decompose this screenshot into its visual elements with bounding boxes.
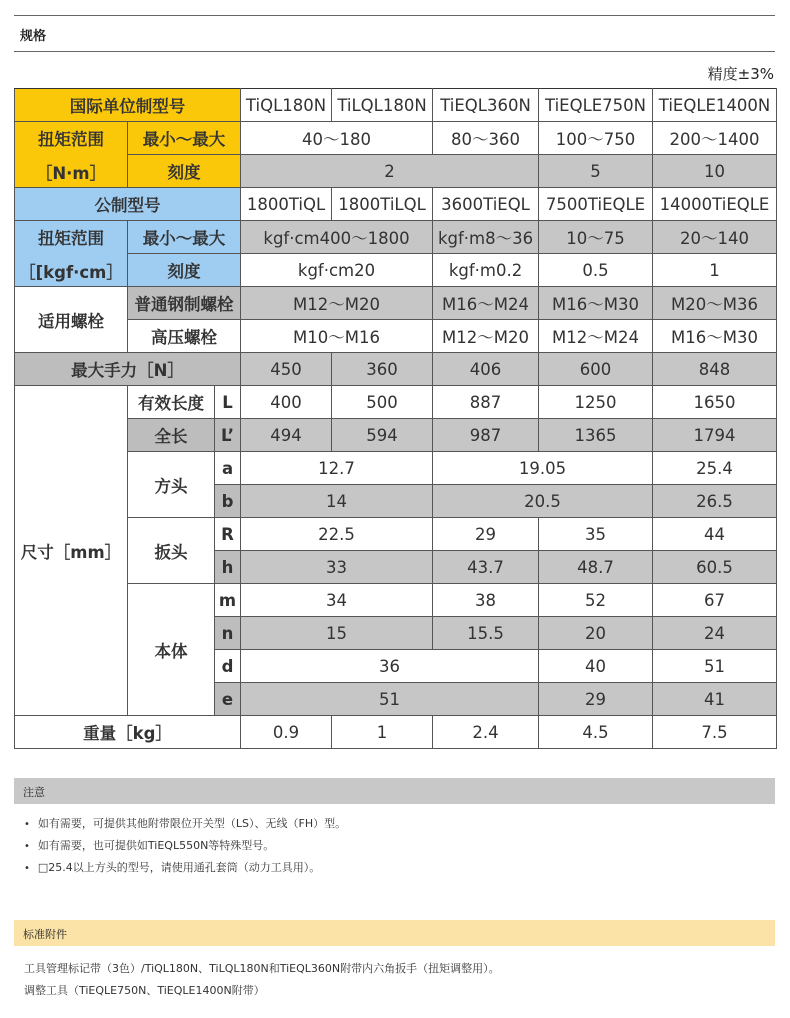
normal-bolt-row [15,287,777,320]
body-n-cell: 15.5 [433,617,539,650]
total-len-row [15,419,777,452]
max-force-cell: 450 [241,353,332,386]
accessories-section-title: 标准附件 [23,928,67,941]
kgf-range-cell: kgf·cm400～1800 [241,221,433,254]
total-len-symbol: L’ [215,419,241,452]
body-label: 本体 [128,584,215,716]
torque-range-kgf-label [15,221,128,287]
kgf-range-cell: 10～75 [539,221,653,254]
hp-bolt-cell: M10～M16 [241,320,433,353]
kgf-range-cell: 20～140 [653,221,777,254]
total-len-label: 全长 [128,419,215,452]
scale-label: 刻度 [128,254,241,287]
kgf-scale-cell: kgf·m0.2 [433,254,539,287]
spec-section-header [14,15,775,52]
kgf-scale-cell: 1 [653,254,777,287]
kgf-scale-cell: 0.5 [539,254,653,287]
body-e-cell: 51 [241,683,539,716]
note-item: • 如有需要，可提供其他附带限位开关型（LS）、无线（FH）型。 [24,813,346,835]
spec-table [14,88,777,749]
symbol-R: R [215,518,241,551]
accessories-section-header [14,920,775,946]
body-m-cell: 52 [539,584,653,617]
kgf-range-row [15,221,777,254]
max-force-label: 最大手力［N］ [15,353,241,386]
kgf-scale-cell: kgf·cm20 [241,254,433,287]
nm-scale-cell: 2 [241,155,539,188]
eff-len-symbol: L [215,386,241,419]
max-force-cell: 848 [653,353,777,386]
body-d-cell: 40 [539,650,653,683]
symbol-h: h [215,551,241,584]
body-n-cell: 24 [653,617,777,650]
eff-len-cell: 1250 [539,386,653,419]
symbol-e: e [215,683,241,716]
hp-bolt-row [15,320,777,353]
body-d-cell: 51 [653,650,777,683]
max-force-cell: 406 [433,353,539,386]
nm-scale-row [15,155,777,188]
nm-range-cell: 80～360 [433,122,539,155]
weight-label: 重量［kg］ [15,716,241,749]
weight-cell: 1 [332,716,433,749]
bolt-label: 适用螺栓 [15,287,128,353]
model-cell: TiEQLE1400N [653,89,777,122]
head-R-cell: 22.5 [241,518,433,551]
si-model-row [15,89,777,122]
square-b-cell: 20.5 [433,485,653,518]
metric-model-cell: 3600TiEQL [433,188,539,221]
body-e-cell: 41 [653,683,777,716]
note-item: • 如有需要，也可提供如TiEQL550N等特殊型号。 [24,835,346,857]
min-max-label: 最小～最大 [128,221,241,254]
eff-len-cell: 400 [241,386,332,419]
wrench-head-label: 扳头 [128,518,215,584]
square-a-row [15,452,777,485]
body-e-cell: 29 [539,683,653,716]
head-h-cell: 43.7 [433,551,539,584]
normal-bolt-cell: M12～M20 [241,287,433,320]
nm-range-cell: 200～1400 [653,122,777,155]
symbol-b: b [215,485,241,518]
torque-range-label: 扭矩范围 [38,228,104,248]
body-n-cell: 20 [539,617,653,650]
eff-len-label: 有效长度 [128,386,215,419]
square-a-cell: 19.05 [433,452,653,485]
kgf-scale-row [15,254,777,287]
square-a-cell: 25.4 [653,452,777,485]
weight-cell: 4.5 [539,716,653,749]
max-force-cell: 360 [332,353,433,386]
head-h-cell: 33 [241,551,433,584]
max-force-cell: 600 [539,353,653,386]
symbol-d: d [215,650,241,683]
si-model-label: 国际单位制型号 [15,89,241,122]
metric-model-cell: 7500TiEQLE [539,188,653,221]
torque-range-label: 扭矩范围 [38,129,104,149]
nm-range-cell: 40～180 [241,122,433,155]
metric-model-cell: 1800TiLQL [332,188,433,221]
head-h-cell: 60.5 [653,551,777,584]
normal-bolt-cell: M20～M36 [653,287,777,320]
note-item: • □25.4以上方头的型号，请使用通孔套筒（动力工具用）。 [24,857,346,879]
head-R-cell: 29 [433,518,539,551]
head-R-cell: 44 [653,518,777,551]
accessory-line: 调整工具（TiEQLE750N、TiEQLE1400N附带） [24,984,265,997]
dim-label: 尺寸［mm］ [15,386,128,716]
accessory-line: 工具管理标记带（3色）/TiQL180N、TiLQL180N和TiEQL360N附带内六角扳手（扭矩调整用）。 [24,962,500,975]
normal-bolt-label: 普通钢制螺栓 [128,287,241,320]
total-len-cell: 1794 [653,419,777,452]
weight-cell: 7.5 [653,716,777,749]
hp-bolt-cell: M12～M24 [539,320,653,353]
normal-bolt-cell: M16～M30 [539,287,653,320]
model-cell: TiEQL360N [433,89,539,122]
nm-range-cell: 100～750 [539,122,653,155]
eff-len-cell: 1650 [653,386,777,419]
max-force-row [15,353,777,386]
metric-model-label: 公制型号 [15,188,241,221]
eff-len-cell: 500 [332,386,433,419]
eff-len-row [15,386,777,419]
eff-len-cell: 887 [433,386,539,419]
hp-bolt-cell: M16～M30 [653,320,777,353]
square-head-label: 方头 [128,452,215,518]
torque-range-nm-label [15,122,128,188]
nm-scale-cell: 5 [539,155,653,188]
accuracy-note: 精度±3% [707,65,774,83]
normal-bolt-cell: M16～M24 [433,287,539,320]
metric-model-cell: 1800TiQL [241,188,332,221]
total-len-cell: 987 [433,419,539,452]
symbol-a: a [215,452,241,485]
square-b-cell: 26.5 [653,485,777,518]
symbol-n: n [215,617,241,650]
square-a-cell: 12.7 [241,452,433,485]
body-m-row [15,584,777,617]
notes-list [24,813,346,879]
hp-bolt-label: 高压螺栓 [128,320,241,353]
head-R-cell: 35 [539,518,653,551]
head-h-cell: 48.7 [539,551,653,584]
min-max-label: 最小～最大 [128,122,241,155]
kgf-range-cell: kgf·m8～36 [433,221,539,254]
metric-model-row [15,188,777,221]
hp-bolt-cell: M12～M20 [433,320,539,353]
total-len-cell: 594 [332,419,433,452]
model-cell: TiQL180N [241,89,332,122]
torque-unit-nm: ［N·m］ [35,163,107,183]
body-m-cell: 34 [241,584,433,617]
nm-range-row [15,122,777,155]
weight-cell: 0.9 [241,716,332,749]
body-m-cell: 67 [653,584,777,617]
notes-section-header [14,778,775,804]
body-m-cell: 38 [433,584,539,617]
nm-scale-cell: 10 [653,155,777,188]
symbol-m: m [215,584,241,617]
total-len-cell: 1365 [539,419,653,452]
body-n-cell: 15 [241,617,433,650]
body-d-cell: 36 [241,650,539,683]
spec-section-title: 规格 [20,29,47,44]
head-R-row [15,518,777,551]
weight-row [15,716,777,749]
torque-unit-kgf: ［[kgf·cm］ [19,262,123,282]
notes-section-title: 注意 [23,786,45,799]
metric-model-cell: 14000TiEQLE [653,188,777,221]
model-cell: TiLQL180N [332,89,433,122]
square-b-cell: 14 [241,485,433,518]
weight-cell: 2.4 [433,716,539,749]
total-len-cell: 494 [241,419,332,452]
scale-label: 刻度 [128,155,241,188]
model-cell: TiEQLE750N [539,89,653,122]
